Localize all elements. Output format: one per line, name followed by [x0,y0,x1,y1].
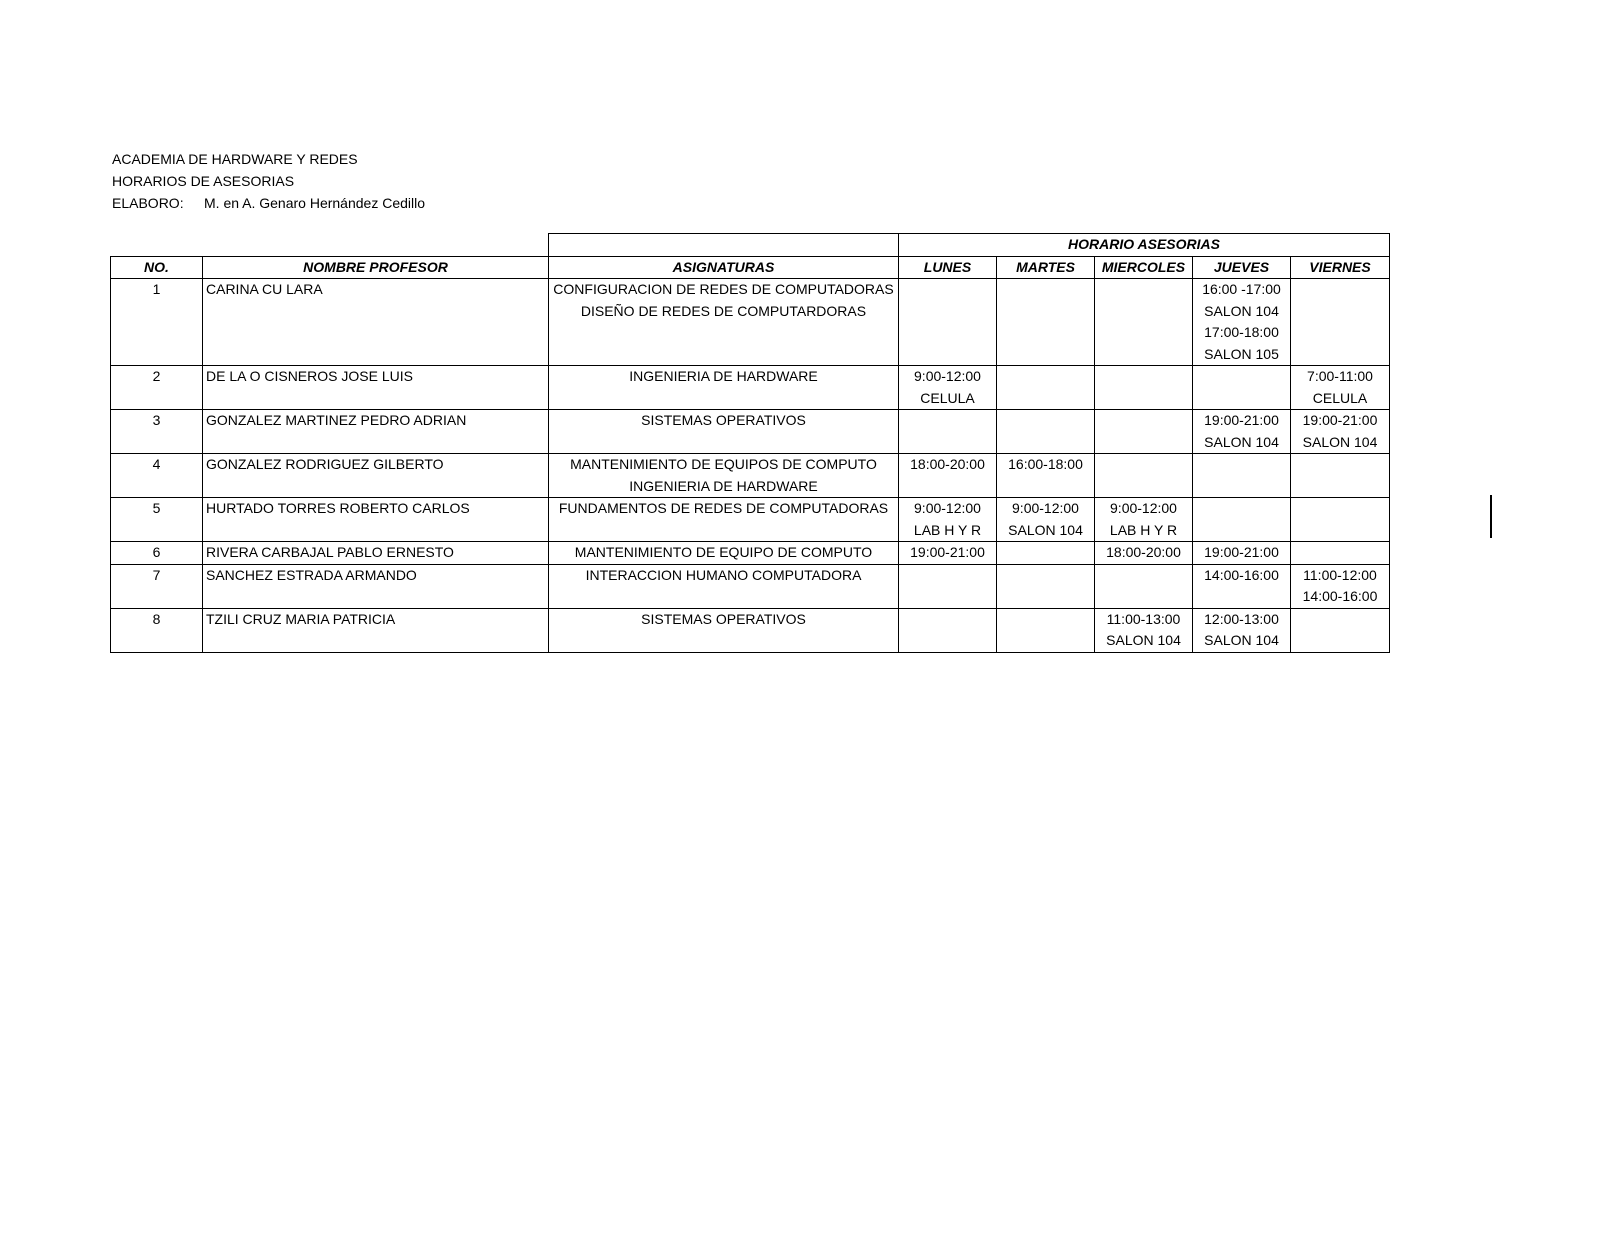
cell-asignaturas [549,410,899,454]
cell-miercoles [1095,454,1193,498]
cell-jueves [1193,564,1291,608]
cell-asignaturas [549,564,899,608]
cell-jueves [1193,454,1291,498]
academy-title: ACADEMIA DE HARDWARE Y REDES [112,151,358,167]
cell-asignaturas [549,366,899,410]
cell-no [111,564,203,608]
cell-martes [997,410,1095,454]
cell-jueves [1193,542,1291,565]
cell-no [111,454,203,498]
cell-line: SANCHEZ ESTRADA ARMANDO [206,566,417,583]
cell-viernes [1291,410,1390,454]
cell-line: 9:00-12:00 [914,368,981,384]
cell-line: 9:00-12:00 [1012,500,1079,516]
cell-viernes [1291,498,1390,542]
cell-line: DE LA O CISNEROS JOSE LUIS [206,368,413,384]
cell-line: LAB H Y R [1109,521,1178,538]
col-header-miercoles: MIERCOLES [1095,256,1193,279]
cell-line: SALON 104 [1302,433,1378,450]
cell-line: MANTENIMIENTO DE EQUIPOS DE COMPUTO [570,456,877,472]
cell-lunes [899,498,997,542]
cell-line: 7:00-11:00 [1307,368,1373,384]
elaboro-label: ELABORO: [112,195,184,211]
cell-no [111,542,203,565]
cell-line: SISTEMAS OPERATIVOS [641,412,806,428]
cell-line: HURTADO TORRES ROBERTO CARLOS [206,500,470,516]
cell-martes [997,279,1095,366]
cell-martes [997,608,1095,652]
cell-nombre [203,410,549,454]
cell-line: 9:00-12:00 [1110,500,1177,516]
table-row [111,410,1390,454]
cell-line: 16:00-18:00 [1008,456,1083,472]
cell-jueves [1193,608,1291,652]
cell-line: MANTENIMIENTO DE EQUIPO DE COMPUTO [574,544,873,560]
table-row [111,279,1390,366]
cell-lunes [899,454,997,498]
horario-asesorias-header: HORARIO ASESORIAS [899,234,1390,257]
col-header-no: NO. [111,256,203,279]
cell-miercoles [1095,498,1193,542]
cell-line: FUNDAMENTOS DE REDES DE COMPUTADORAS [558,500,889,516]
elaboro-line [112,192,425,214]
advisory-schedule-table [110,233,1390,653]
cell-viernes [1291,542,1390,565]
table-row [111,564,1390,608]
table-row [111,498,1390,542]
cell-line: 12:00-13:00 [1204,610,1279,627]
cell-no [111,279,203,366]
table-row [111,454,1390,498]
cell-line: 17:00-18:00 [1204,324,1279,340]
cell-line: GONZALEZ RODRIGUEZ GILBERTO [206,456,444,472]
col-header-asignaturas: ASIGNATURAS [549,256,899,279]
cell-nombre [203,454,549,498]
cell-line: INGENIERIA DE HARDWARE [629,368,818,384]
cell-asignaturas [549,454,899,498]
cell-jueves [1193,279,1291,366]
cell-line: SALON 104 [1204,302,1279,319]
column-header-row [111,256,1390,279]
cell-line: GONZALEZ MARTINEZ PEDRO ADRIAN [206,412,467,428]
cell-lunes [899,279,997,366]
cell-line: 1 [152,281,161,297]
table-row [111,608,1390,652]
cell-line: LAB H Y R [913,521,982,538]
table-row [111,542,1390,565]
cell-line: 16:00 -17:00 [1202,281,1281,297]
cell-line: 11:00-12:00 [1303,566,1377,583]
col-header-nombre: NOMBRE PROFESOR [203,256,549,279]
cell-martes [997,454,1095,498]
blank-cell [549,234,899,257]
cell-viernes [1291,279,1390,366]
cell-nombre [203,608,549,652]
cell-line: 7 [152,566,161,583]
cell-line: CONFIGURACION DE REDES DE COMPUTADORAS [553,281,894,297]
cell-line: CELULA [920,389,975,406]
cell-line: 6 [152,544,161,560]
cell-miercoles [1095,542,1193,565]
cell-asignaturas [549,542,899,565]
cell-line: 2 [152,368,161,384]
cell-line: 19:00-21:00 [910,544,985,560]
cell-jueves [1193,498,1291,542]
cell-nombre [203,564,549,608]
cell-viernes [1291,366,1390,410]
cell-lunes [899,410,997,454]
cell-line: 11:00-13:00 [1106,610,1181,627]
cell-miercoles [1095,410,1193,454]
schedule-subtitle: HORARIOS DE ASESORIAS [112,173,295,189]
cell-miercoles [1095,564,1193,608]
cell-viernes [1291,454,1390,498]
cell-no [111,410,203,454]
cell-line: CARINA CU LARA [206,281,323,297]
blank-cell [111,234,203,257]
cell-asignaturas [549,608,899,652]
cell-lunes [899,542,997,565]
cell-asignaturas [549,279,899,366]
cell-martes [997,542,1095,565]
elaboro-value: M. en A. Genaro Hernández Cedillo [204,195,426,211]
col-header-viernes: VIERNES [1291,256,1390,279]
cell-line: 8 [152,610,161,627]
cell-viernes [1291,608,1390,652]
cell-no [111,366,203,410]
cell-nombre [203,542,549,565]
cell-line: SISTEMAS OPERATIVOS [641,610,806,627]
cell-line: INTERACCION HUMANO COMPUTADORA [585,566,862,583]
cell-line: 14:00-16:00 [1302,588,1378,604]
cell-line: 19:00-21:00 [1302,412,1378,428]
cell-nombre [203,366,549,410]
col-header-lunes: LUNES [899,256,997,279]
cell-martes [997,366,1095,410]
cell-line: 14:00-16:00 [1204,566,1279,583]
col-header-jueves: JUEVES [1193,256,1291,279]
cell-nombre [203,279,549,366]
cell-line: SALON 104 [1204,632,1279,648]
cell-line: 18:00-20:00 [910,456,985,472]
cell-miercoles [1095,366,1193,410]
cell-lunes [899,564,997,608]
text-cursor [1490,495,1492,538]
cell-martes [997,498,1095,542]
cell-line: INGENIERIA DE HARDWARE [629,477,818,494]
cell-miercoles [1095,608,1193,652]
cell-line: DISEÑO DE REDES DE COMPUTARDORAS [580,302,867,319]
cell-line: 19:00-21:00 [1204,412,1279,428]
cell-line: RIVERA CARBAJAL PABLO ERNESTO [206,544,454,560]
cell-line: 5 [152,500,161,516]
cell-line: SALON 104 [1106,632,1181,648]
document-header [112,148,425,214]
cell-jueves [1193,366,1291,410]
cell-no [111,608,203,652]
cell-line: SALON 104 [1204,433,1279,450]
blank-cell [203,234,549,257]
cell-line: 18:00-20:00 [1106,544,1181,560]
cell-jueves [1193,410,1291,454]
cell-nombre [203,498,549,542]
cell-line: SALON 105 [1204,345,1279,362]
cell-no [111,498,203,542]
group-header-row [111,234,1390,257]
table-row [111,366,1390,410]
cell-line: CELULA [1312,389,1368,406]
cell-line: 3 [152,412,161,428]
cell-lunes [899,366,997,410]
cell-martes [997,564,1095,608]
cell-miercoles [1095,279,1193,366]
cell-line: 9:00-12:00 [914,500,981,516]
cell-lunes [899,608,997,652]
cell-line: TZILI CRUZ MARIA PATRICIA [206,610,396,627]
cell-line: SALON 104 [1008,521,1083,538]
cell-line: 4 [152,456,161,472]
cell-viernes [1291,564,1390,608]
cell-line: 19:00-21:00 [1204,544,1279,560]
cell-asignaturas [549,498,899,542]
col-header-martes: MARTES [997,256,1095,279]
